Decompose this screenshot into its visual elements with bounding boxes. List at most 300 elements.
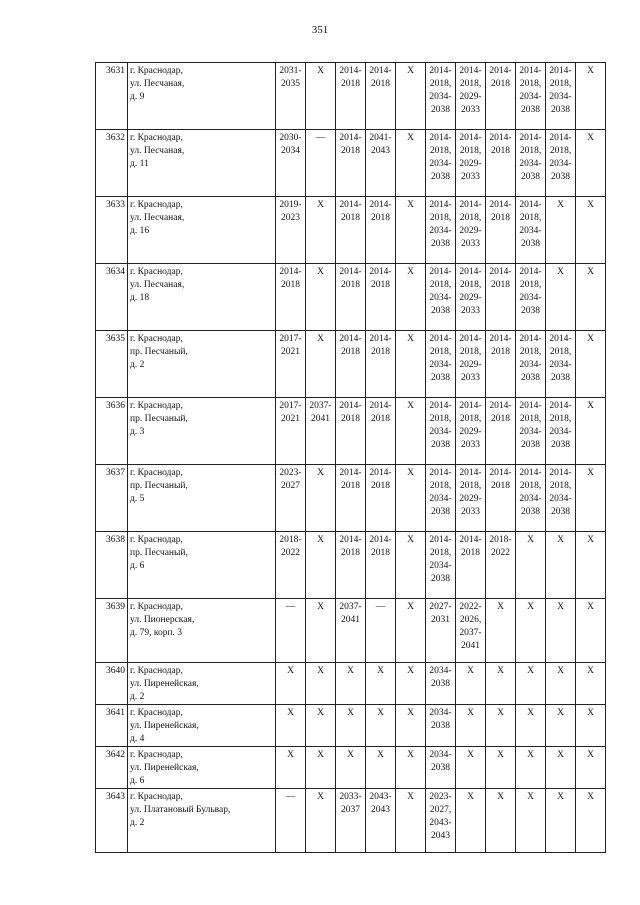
- period-line: X: [587, 666, 594, 676]
- address-line: пр. Песчаный,: [130, 347, 188, 357]
- period-line: 2034-: [429, 293, 452, 303]
- period-line: 2014-: [369, 401, 392, 411]
- period-cell: [576, 705, 606, 747]
- period-line: 2041: [461, 641, 480, 651]
- period-cell: [276, 130, 306, 197]
- period-cell: [426, 705, 456, 747]
- period-line: X: [317, 792, 324, 802]
- period-line: 2014-: [429, 133, 452, 143]
- period-cell: [546, 532, 576, 599]
- period-line: X: [497, 708, 504, 718]
- period-cell: [426, 789, 456, 853]
- address-line: ул. Песчаная,: [130, 213, 185, 223]
- period-cell: [576, 197, 606, 264]
- period-line: 2034-: [519, 92, 542, 102]
- address-cell: [128, 599, 276, 663]
- period-line: 2014-: [489, 468, 512, 478]
- period-line: 2023-: [429, 792, 452, 802]
- period-line: 2022-: [459, 602, 482, 612]
- period-line: 2037-: [339, 602, 362, 612]
- period-line: 2014-: [459, 401, 482, 411]
- address-line: д. 5: [130, 494, 145, 504]
- address-line: г. Краснодар,: [130, 535, 183, 545]
- period-line: X: [497, 792, 504, 802]
- row-number: 3631: [96, 63, 128, 130]
- period-cell: [276, 398, 306, 465]
- period-line: X: [587, 535, 594, 545]
- period-line: X: [467, 792, 474, 802]
- address-line: д. 9: [130, 92, 145, 102]
- table-row: [96, 663, 606, 705]
- period-cell: [336, 264, 366, 331]
- period-line: 2014-: [429, 200, 452, 210]
- period-line: 2029-: [459, 293, 482, 303]
- period-line: 2018: [491, 146, 510, 156]
- address-line: д. 3: [130, 427, 145, 437]
- period-line: 2014-: [339, 535, 362, 545]
- period-line: X: [527, 602, 534, 612]
- period-cell: [306, 398, 336, 465]
- period-line: X: [317, 334, 324, 344]
- period-line: X: [527, 666, 534, 676]
- period-cell: [516, 705, 546, 747]
- period-line: 2033: [461, 239, 480, 249]
- address-cell: [128, 532, 276, 599]
- period-line: 2038: [431, 172, 450, 182]
- period-line: X: [407, 468, 414, 478]
- period-line: 2018: [461, 548, 480, 558]
- period-line: 2027-: [429, 602, 452, 612]
- period-line: X: [527, 792, 534, 802]
- period-cell: [396, 532, 426, 599]
- period-line: 2014-: [489, 133, 512, 143]
- period-line: 2018: [491, 414, 510, 424]
- period-line: 2017-: [279, 401, 302, 411]
- period-line: X: [587, 602, 594, 612]
- period-line: 2018,: [519, 481, 542, 491]
- period-line: 2014-: [429, 66, 452, 76]
- period-cell: [456, 264, 486, 331]
- table-row: [96, 264, 606, 331]
- period-line: X: [317, 666, 324, 676]
- period-line: 2018,: [459, 79, 482, 89]
- address-line: г. Краснодар,: [130, 468, 183, 478]
- period-line: 2014-: [339, 267, 362, 277]
- period-line: 2014-: [369, 66, 392, 76]
- period-cell: [366, 747, 396, 789]
- table-row: [96, 789, 606, 853]
- period-cell: [276, 705, 306, 747]
- period-line: 2018,: [459, 280, 482, 290]
- period-cell: [396, 465, 426, 532]
- period-line: 2029-: [459, 427, 482, 437]
- period-line: 2029-: [459, 92, 482, 102]
- period-line: 2038: [431, 679, 450, 689]
- row-number: 3632: [96, 130, 128, 197]
- period-line: 2038: [431, 306, 450, 316]
- period-cell: [486, 197, 516, 264]
- period-line: 2038: [431, 440, 450, 450]
- period-cell: [456, 789, 486, 853]
- period-line: X: [587, 267, 594, 277]
- period-line: X: [557, 750, 564, 760]
- period-line: 2038: [551, 172, 570, 182]
- period-cell: [366, 663, 396, 705]
- row-number: 3640: [96, 663, 128, 705]
- period-line: 2034-: [519, 159, 542, 169]
- period-line: 2033: [461, 105, 480, 115]
- period-cell: [486, 599, 516, 663]
- period-line: X: [497, 666, 504, 676]
- period-line: 2014-: [459, 66, 482, 76]
- period-line: X: [407, 535, 414, 545]
- period-line: 2041-: [369, 133, 392, 143]
- period-cell: [396, 63, 426, 130]
- period-line: 2018: [341, 146, 360, 156]
- period-cell: [486, 465, 516, 532]
- period-cell: [486, 747, 516, 789]
- period-cell: [336, 331, 366, 398]
- period-line: 2014-: [459, 200, 482, 210]
- period-line: 2034-: [549, 159, 572, 169]
- period-line: X: [407, 66, 414, 76]
- period-line: 2018: [371, 280, 390, 290]
- period-cell: [276, 789, 306, 853]
- period-line: 2014-: [489, 267, 512, 277]
- period-line: 2018: [491, 280, 510, 290]
- period-line: 2037-: [459, 628, 482, 638]
- period-cell: [486, 398, 516, 465]
- period-cell: [306, 532, 336, 599]
- row-number: 3633: [96, 197, 128, 264]
- period-line: 2018-: [489, 535, 512, 545]
- period-line: 2014-: [549, 334, 572, 344]
- period-line: X: [557, 666, 564, 676]
- period-line: 2038: [551, 373, 570, 383]
- address-cell: [128, 663, 276, 705]
- period-line: 2018,: [429, 280, 452, 290]
- table-row: [96, 130, 606, 197]
- period-line: 2018,: [429, 548, 452, 558]
- period-cell: [366, 197, 396, 264]
- period-cell: [366, 532, 396, 599]
- period-cell: [456, 705, 486, 747]
- period-cell: [576, 398, 606, 465]
- period-cell: [426, 599, 456, 663]
- period-line: 2034-: [519, 494, 542, 504]
- period-cell: [306, 264, 336, 331]
- period-line: —: [285, 602, 296, 612]
- period-line: 2018,: [429, 146, 452, 156]
- period-cell: [336, 197, 366, 264]
- period-line: X: [587, 66, 594, 76]
- period-line: 2038: [551, 440, 570, 450]
- period-line: 2038: [431, 507, 450, 517]
- period-line: 2018,: [549, 414, 572, 424]
- period-line: 2034-: [429, 427, 452, 437]
- period-line: 2014-: [459, 535, 482, 545]
- address-cell: [128, 130, 276, 197]
- period-line: X: [407, 666, 414, 676]
- period-line: X: [377, 750, 384, 760]
- period-line: 2014-: [369, 535, 392, 545]
- period-line: 2043: [371, 146, 390, 156]
- period-cell: [486, 264, 516, 331]
- period-line: 2021: [281, 347, 300, 357]
- period-cell: [396, 130, 426, 197]
- period-line: X: [557, 267, 564, 277]
- period-cell: [366, 789, 396, 853]
- period-line: 2038: [521, 105, 540, 115]
- period-cell: [456, 398, 486, 465]
- period-line: X: [587, 750, 594, 760]
- period-line: 2034-: [549, 92, 572, 102]
- period-line: X: [317, 602, 324, 612]
- period-cell: [306, 331, 336, 398]
- address-line: ул. Пиренейская,: [130, 721, 199, 731]
- period-cell: [576, 599, 606, 663]
- period-cell: [486, 663, 516, 705]
- period-line: X: [407, 708, 414, 718]
- period-cell: [516, 663, 546, 705]
- address-line: г. Краснодар,: [130, 602, 183, 612]
- period-line: X: [527, 535, 534, 545]
- period-line: X: [587, 468, 594, 478]
- period-cell: [456, 465, 486, 532]
- table-row: [96, 747, 606, 789]
- period-cell: [426, 465, 456, 532]
- period-cell: [336, 789, 366, 853]
- period-line: X: [467, 708, 474, 718]
- period-line: 2034-: [429, 494, 452, 504]
- period-cell: [276, 747, 306, 789]
- period-line: X: [557, 792, 564, 802]
- period-line: 2018,: [429, 414, 452, 424]
- period-line: X: [467, 666, 474, 676]
- period-cell: [456, 197, 486, 264]
- period-line: 2014-: [339, 468, 362, 478]
- period-line: X: [587, 401, 594, 411]
- address-line: ул. Пионерская,: [130, 615, 195, 625]
- period-line: 2014-: [429, 468, 452, 478]
- period-line: 2034: [281, 146, 300, 156]
- period-cell: [456, 599, 486, 663]
- period-line: 2018: [341, 347, 360, 357]
- period-line: 2018,: [429, 79, 452, 89]
- period-line: 2014-: [489, 200, 512, 210]
- period-cell: [396, 599, 426, 663]
- period-line: 2014-: [459, 468, 482, 478]
- period-line: 2038: [521, 440, 540, 450]
- period-line: 2034-: [429, 92, 452, 102]
- period-line: 2037-: [309, 401, 332, 411]
- address-line: д. 2: [130, 360, 145, 370]
- period-cell: [366, 599, 396, 663]
- period-line: 2014-: [279, 267, 302, 277]
- period-cell: [426, 398, 456, 465]
- period-line: 2034-: [549, 494, 572, 504]
- period-line: 2014-: [549, 66, 572, 76]
- period-line: X: [407, 602, 414, 612]
- period-cell: [336, 532, 366, 599]
- period-line: 2038: [431, 373, 450, 383]
- period-line: 2014-: [339, 401, 362, 411]
- period-cell: [306, 663, 336, 705]
- period-cell: [396, 663, 426, 705]
- period-line: 2018,: [519, 213, 542, 223]
- period-line: 2018,: [459, 347, 482, 357]
- period-line: X: [287, 750, 294, 760]
- period-line: 2029-: [459, 494, 482, 504]
- period-line: 2029-: [459, 360, 482, 370]
- period-line: 2041: [311, 414, 330, 424]
- period-cell: [576, 747, 606, 789]
- period-line: 2014-: [549, 468, 572, 478]
- period-cell: [426, 197, 456, 264]
- row-number: 3634: [96, 264, 128, 331]
- period-line: X: [527, 750, 534, 760]
- period-line: X: [287, 708, 294, 718]
- address-line: г. Краснодар,: [130, 133, 183, 143]
- period-cell: [336, 599, 366, 663]
- address-cell: [128, 705, 276, 747]
- period-line: 2018,: [459, 414, 482, 424]
- period-line: X: [347, 666, 354, 676]
- period-line: 2017-: [279, 334, 302, 344]
- period-line: X: [557, 535, 564, 545]
- address-line: г. Краснодар,: [130, 750, 183, 760]
- period-line: X: [407, 401, 414, 411]
- period-cell: [306, 705, 336, 747]
- period-cell: [276, 663, 306, 705]
- period-line: 2014-: [519, 468, 542, 478]
- period-line: 2018: [341, 548, 360, 558]
- housing-register-table: [95, 62, 606, 853]
- period-line: 2018: [281, 280, 300, 290]
- period-line: —: [375, 602, 386, 612]
- period-line: 2014-: [459, 133, 482, 143]
- address-line: ул. Платановый Бульвар,: [130, 805, 231, 815]
- period-line: 2014-: [519, 200, 542, 210]
- period-line: 2038: [431, 721, 450, 731]
- address-line: д. 2: [130, 692, 145, 702]
- address-line: пр. Песчаный,: [130, 481, 188, 491]
- address-cell: [128, 63, 276, 130]
- period-line: 2014-: [369, 267, 392, 277]
- address-line: г. Краснодар,: [130, 401, 183, 411]
- period-line: 2034-: [429, 561, 452, 571]
- period-line: 2038: [521, 239, 540, 249]
- period-line: 2034-: [429, 226, 452, 236]
- period-line: 2019-: [279, 200, 302, 210]
- period-line: 2031-: [279, 66, 302, 76]
- period-cell: [516, 599, 546, 663]
- period-cell: [546, 663, 576, 705]
- address-line: г. Краснодар,: [130, 200, 183, 210]
- period-cell: [486, 532, 516, 599]
- period-line: 2014-: [429, 535, 452, 545]
- period-line: 2018: [341, 79, 360, 89]
- address-line: ул. Песчаная,: [130, 79, 185, 89]
- period-line: 2018,: [549, 146, 572, 156]
- period-cell: [516, 465, 546, 532]
- period-cell: [396, 197, 426, 264]
- period-line: 2018: [371, 347, 390, 357]
- period-cell: [336, 705, 366, 747]
- period-line: 2014-: [429, 401, 452, 411]
- table-row: [96, 331, 606, 398]
- period-cell: [276, 532, 306, 599]
- period-line: 2038: [551, 507, 570, 517]
- period-line: 2014-: [489, 66, 512, 76]
- address-line: д. 6: [130, 776, 145, 786]
- period-line: 2023: [281, 213, 300, 223]
- period-line: 2034-: [519, 427, 542, 437]
- period-line: 2014-: [339, 133, 362, 143]
- period-cell: [276, 63, 306, 130]
- period-line: X: [587, 334, 594, 344]
- period-cell: [516, 63, 546, 130]
- period-line: 2033: [461, 507, 480, 517]
- period-cell: [396, 789, 426, 853]
- period-line: 2033: [461, 306, 480, 316]
- period-line: 2034-: [429, 750, 452, 760]
- address-line: ул. Песчаная,: [130, 146, 185, 156]
- address-cell: [128, 465, 276, 532]
- period-line: 2018: [371, 414, 390, 424]
- period-line: 2034-: [519, 360, 542, 370]
- period-cell: [486, 130, 516, 197]
- period-line: X: [407, 267, 414, 277]
- period-line: 2014-: [339, 200, 362, 210]
- period-line: 2018: [491, 79, 510, 89]
- table-row: [96, 63, 606, 130]
- row-number: 3643: [96, 789, 128, 853]
- period-line: 2014-: [549, 133, 572, 143]
- period-line: X: [557, 200, 564, 210]
- period-line: X: [497, 602, 504, 612]
- period-cell: [426, 130, 456, 197]
- address-line: д. 2: [130, 818, 145, 828]
- period-line: 2021: [281, 414, 300, 424]
- period-line: 2014-: [369, 468, 392, 478]
- period-line: 2018,: [459, 481, 482, 491]
- period-cell: [576, 331, 606, 398]
- period-line: 2018,: [519, 347, 542, 357]
- period-line: 2030-: [279, 133, 302, 143]
- period-cell: [306, 789, 336, 853]
- period-line: X: [587, 792, 594, 802]
- period-cell: [486, 789, 516, 853]
- period-line: 2038: [521, 306, 540, 316]
- period-line: 2043-: [429, 818, 452, 828]
- period-cell: [396, 264, 426, 331]
- period-line: 2018,: [429, 213, 452, 223]
- period-cell: [336, 663, 366, 705]
- period-cell: [516, 789, 546, 853]
- table-row: [96, 197, 606, 264]
- period-cell: [306, 197, 336, 264]
- period-cell: [306, 130, 336, 197]
- period-line: 2034-: [519, 226, 542, 236]
- period-cell: [516, 747, 546, 789]
- address-cell: [128, 789, 276, 853]
- address-line: д. 6: [130, 561, 145, 571]
- period-line: 2014-: [549, 401, 572, 411]
- period-line: X: [407, 133, 414, 143]
- period-cell: [546, 789, 576, 853]
- period-cell: [546, 197, 576, 264]
